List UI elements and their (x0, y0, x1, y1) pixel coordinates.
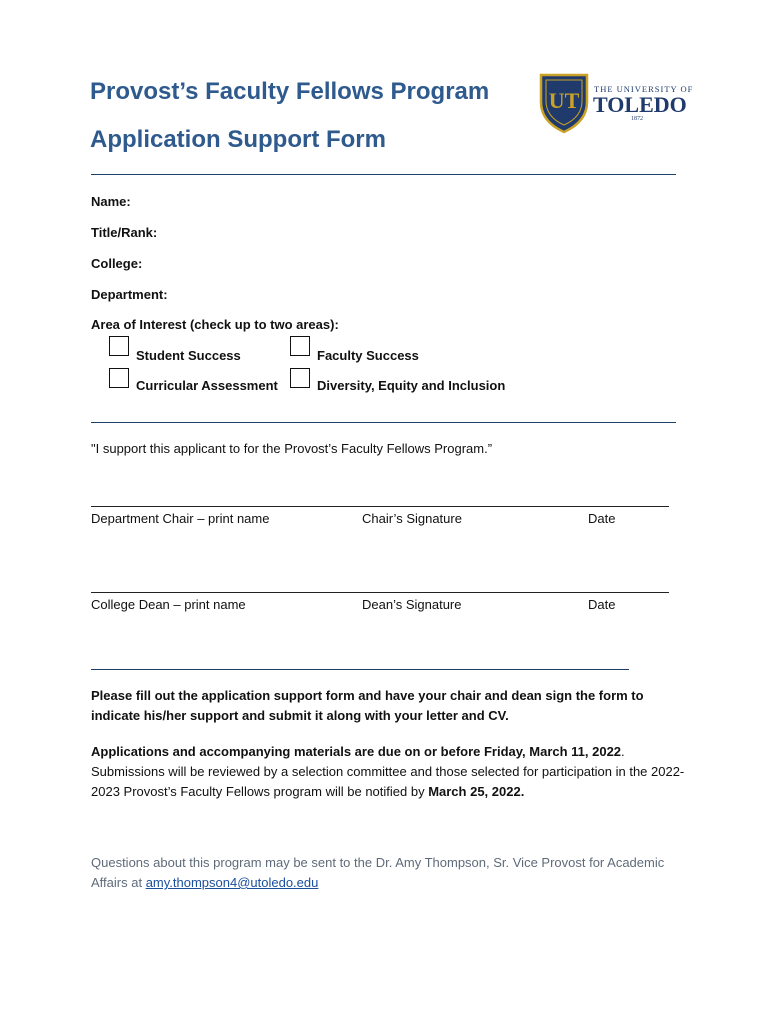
dean-signature-label: Dean’s Signature (362, 597, 462, 612)
curricular-assessment-label: Curricular Assessment (136, 378, 278, 393)
dean-date-label: Date (588, 597, 616, 612)
department-label: Department: (91, 287, 168, 302)
student-success-checkbox[interactable] (109, 336, 129, 356)
dean-signature-line[interactable] (91, 592, 669, 593)
name-label: Name: (91, 194, 131, 209)
chair-date-label: Date (588, 511, 616, 526)
dean-name-label: College Dean – print name (91, 597, 246, 612)
logo-wordmark: TOLEDO (593, 92, 687, 117)
divider-middle (91, 422, 676, 423)
shield-icon (538, 72, 590, 134)
instructions-paragraph: Please fill out the application support form and have your chair and dean sign the form to indicate his/her support and submit it along with your letter and CV. (91, 688, 644, 723)
deadline-text: Applications and accompanying materials are due on or before Friday, March 11, 2022 (91, 744, 622, 759)
student-success-label: Student Success (136, 348, 241, 363)
logo-year: 1872 (631, 116, 643, 122)
title-rank-label: Title/Rank: (91, 225, 158, 240)
divider-bottom (91, 669, 629, 670)
page-title: Provost’s Faculty Fellows Program (90, 78, 490, 105)
contact-paragraph (91, 853, 691, 893)
university-logo (538, 72, 694, 134)
area-of-interest-label: Area of Interest (check up to two areas): (91, 317, 339, 332)
chair-name-label: Department Chair – print name (91, 511, 270, 526)
contact-text: Questions about this program may be sent to the Dr. Amy Thompson, Sr. Vice Provost for Academic Affairs at (91, 855, 665, 890)
dei-checkbox[interactable] (290, 368, 310, 388)
chair-signature-line[interactable] (91, 506, 669, 507)
college-label: College: (91, 256, 143, 271)
notification-date: March 25, 2022. (428, 784, 525, 799)
divider-top (91, 174, 676, 175)
chair-signature-label: Chair’s Signature (362, 511, 462, 526)
logo-monogram: UT (548, 88, 580, 113)
curricular-assessment-checkbox[interactable] (109, 368, 129, 388)
support-statement: "I support this applicant to for the Provost’s Faculty Fellows Program.” (91, 441, 493, 456)
faculty-success-label: Faculty Success (317, 348, 419, 363)
contact-email-link[interactable]: amy.thompson4@utoledo.edu (145, 875, 319, 890)
review-text: . Submissions will be reviewed by a selection committee and those selected for participation in the 2022-2023 Provost’s Faculty Fellows program will be notified by (91, 744, 685, 799)
dei-label: Diversity, Equity and Inclusion (317, 378, 506, 393)
logo-line1: THE UNIVERSITY OF (594, 84, 694, 94)
faculty-success-checkbox[interactable] (290, 336, 310, 356)
deadline-paragraph (91, 742, 691, 802)
page-subtitle: Application Support Form (90, 126, 386, 153)
